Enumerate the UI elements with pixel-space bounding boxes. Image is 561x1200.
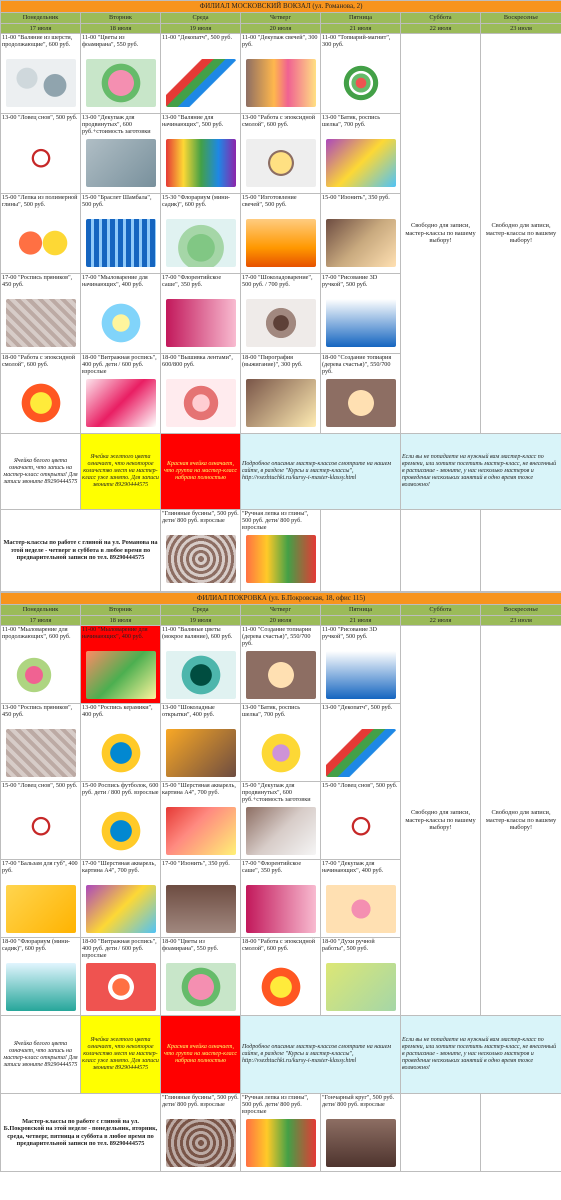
class-label: 13-00 "Ловец снов", 500 руб. [2,114,78,121]
class-photo [86,651,156,699]
class-label: 18-00 "Цветы из фоамирана", 550 руб. [162,938,219,953]
clay-class-cell[interactable] [241,510,321,592]
class-cell[interactable] [321,860,401,938]
class-photo [326,1119,396,1167]
class-photo [166,219,236,267]
class-cell[interactable] [1,782,81,860]
day-header: Вторник [81,605,161,616]
class-label: 15-00 "Декупаж для продвинутых", 600 руб.+стоимость заготовки [242,782,311,804]
legend-white: Ячейка белого цвета означает, что запись на мастер-класс открыта! Для записи звоните 89290444575 [1,1016,81,1094]
class-label: 18-00 "Витражная роспись", 400 руб. дети / 600 руб. взрослые [82,354,157,376]
clay-class-cell[interactable] [321,1094,401,1172]
class-photo [86,885,156,933]
class-cell[interactable] [241,626,321,704]
class-photo [326,299,396,347]
day-header: Среда [161,13,241,24]
class-label: 15-00 Роспись футболок, 600 руб. дети / 800 руб. взрослые [82,782,159,797]
free-slot-cell[interactable]: Свободно для записи, мастер-классы по вашему выбору! [481,626,561,1016]
class-label: 17-00 "Мыловарение для начинающих", 400 руб. [82,274,148,289]
class-photo [166,299,236,347]
class-label: 18-00 "Работа с эпоксидной смолой", 600 руб. [242,938,316,953]
day-header: Среда [161,605,241,616]
class-photo [6,885,76,933]
class-label: 17-00 "Бальзам для губ", 400 руб. [2,860,78,875]
class-photo [166,885,236,933]
class-photo [6,729,76,777]
class-cell[interactable] [241,354,321,434]
class-cell[interactable] [321,782,401,860]
class-label: 17-00 "Рисование 3D ручкой", 500 руб. [322,274,378,289]
class-photo [86,59,156,107]
class-photo [86,139,156,187]
class-label: 13-00 "Батик, роспись шелка", 700 руб. [322,114,381,129]
date-header: 22 июля [401,616,481,626]
class-label: 18-00 "Флорариум (мини-садик)", 600 руб. [2,938,70,953]
class-label: "Глиняные бусины", 500 руб. дети/ 800 руб. взрослые [162,510,239,525]
class-photo [6,59,76,107]
date-header: 21 июля [321,616,401,626]
class-photo [6,651,76,699]
class-photo [326,651,396,699]
class-cell[interactable] [81,938,161,1016]
clay-classes-note: Мастер-классы по работе с глиной на ул. Романова на этой неделе - четверг и суббота в любое время по предварительной записи по тел. 89290444575 [1,510,161,592]
day-header: Вторник [81,13,161,24]
legend-red: Красная ячейка означает, что группа на мастер-класс набрана полностью [161,434,241,510]
day-header: Пятница [321,605,401,616]
class-photo [166,535,236,583]
class-label: 11-00 "Цветы из фоамирана", 550 руб. [82,34,139,49]
class-label: "Гончарный круг", 500 руб. дети/ 800 руб. взрослые [322,1094,395,1109]
class-cell[interactable] [241,34,321,114]
class-photo [246,139,316,187]
class-cell[interactable] [241,194,321,274]
class-label: 13-00 "Работа с эпоксидной смолой", 600 руб. [242,114,316,129]
legend-description: Подробное описание мастер-классов смотрите на нашем сайте, в разделе "Курсы и мастер-классы", http://vsezhtuchki.ru/kursy-i-master-klassy.html [241,1016,401,1094]
day-header: Воскресенье [481,13,561,24]
class-label: 18-00 "Духи ручной работы", 500 руб. [322,938,375,953]
class-photo [326,219,396,267]
class-label: 15-00 "Ловец снов", 500 руб. [2,782,78,789]
class-photo [246,807,316,855]
legend-yellow: Ячейка желтого цвета означает, что некоторое количество мест на мастер-класс уже занято. Для записи звоните 89290444575 [81,434,161,510]
class-label: 17-00 "Шоколадоварение", 500 руб. / 700 руб. [242,274,313,289]
class-label: 15-00 "Изонить", 350 руб. [322,194,390,201]
class-label: 11-00 "Создание топиария (дерева счастья)", 550/700 руб. [242,626,311,648]
date-header: 17 июля [1,24,81,34]
class-photo [326,807,396,855]
class-photo [246,963,316,1011]
clay-class-cell[interactable] [161,1094,241,1172]
legend-red: Красная ячейка означает, что группа на мастер-класс набрана полностью [161,1016,241,1094]
class-cell[interactable] [321,114,401,194]
class-photo [166,1119,236,1167]
class-label: 18-00 "Работа с эпоксидной смолой", 600 руб. [2,354,76,369]
free-slot-cell[interactable]: Свободно для записи, мастер-классы по вашему выбору! [481,34,561,434]
class-label: 18-00 "Создание топиария (дерева счастья)", 550/700 руб. [322,354,392,376]
date-header: 21 июля [321,24,401,34]
class-label: 15-30 "Флорариум (мини-садик)", 600 руб. [162,194,230,209]
free-slot-cell[interactable]: Свободно для записи, мастер-классы по вашему выбору! [401,626,481,1016]
class-cell[interactable] [81,114,161,194]
class-cell[interactable] [81,274,161,354]
class-label: 17-00 "Изонить", 350 руб. [162,860,230,867]
date-header: 20 июля [241,616,321,626]
empty-cell [481,510,561,592]
class-label: 15-00 "Изготовление свечей", 500 руб. [242,194,297,209]
class-label: 15-00 "Ловец снов", 500 руб. [322,782,398,789]
class-cell[interactable] [1,354,81,434]
legend-white: Ячейка белого цвета означает, что запись на мастер-класс открыта! Для записи звоните 89290444575 [1,434,81,510]
branch-title: ФИЛИАЛ МОСКОВСКИЙ ВОКЗАЛ (ул. Романова, 2) [1,1,561,13]
date-header: 18 июля [81,616,161,626]
class-photo [86,379,156,427]
class-cell[interactable] [161,860,241,938]
class-label: 15-00 "Шерстяная акварель, картина А4", 700 руб. [162,782,236,797]
class-label: 11-00 "Декупаж свечей", 300 руб. [242,34,318,49]
class-cell[interactable] [161,354,241,434]
class-photo [326,963,396,1011]
class-cell[interactable] [321,938,401,1016]
class-photo [166,963,236,1011]
class-photo [326,379,396,427]
empty-cell [401,510,481,592]
clay-class-cell[interactable] [161,510,241,592]
class-cell[interactable] [1,274,81,354]
class-label: 11-00 "Валяные цветы (мокрое валяние), 600 руб. [162,626,233,641]
class-cell[interactable] [81,704,161,782]
class-cell[interactable] [161,34,241,114]
day-header: Понедельник [1,13,81,24]
class-cell[interactable] [1,626,81,704]
class-cell[interactable] [241,860,321,938]
class-label: 18-00 "Витражная роспись", 400 руб. дети / 600 руб. взрослые [82,938,157,960]
class-cell[interactable] [241,274,321,354]
class-cell[interactable] [81,194,161,274]
class-label: 13-00 "Роспись керамики", 400 руб. [82,704,153,719]
class-photo [326,885,396,933]
class-cell[interactable] [1,860,81,938]
class-cell[interactable] [1,194,81,274]
class-photo [166,379,236,427]
day-header: Суббота [401,13,481,24]
legend-yellow: Ячейка желтого цвета означает, что некоторое количество мест на мастер-класс уже занято. Для записи звоните 89290444575 [81,1016,161,1094]
class-cell[interactable] [1,938,81,1016]
class-photo [246,1119,316,1167]
class-cell[interactable] [321,354,401,434]
class-cell[interactable] [81,782,161,860]
class-photo [246,535,316,583]
free-slot-cell[interactable]: Свободно для записи, мастер-классы по вашему выбору! [401,34,481,434]
date-header: 23 июля [481,24,561,34]
day-header: Пятница [321,13,401,24]
day-header: Суббота [401,605,481,616]
class-photo [6,299,76,347]
schedule-table-moskovsky [0,0,561,592]
date-header: 19 июля [161,616,241,626]
class-photo [166,651,236,699]
legend-description: Подробное описание мастер-классов смотрите на нашем сайте, в разделе "Курсы и мастер-классы", http://vsezhtuchki.ru/kursy-i-master-klassy.html [241,434,401,510]
class-label: 11-00 "Декопатч", 500 руб. [162,34,232,41]
class-label: 15-00 "Браслет Шамбала", 500 руб. [82,194,152,209]
legend-note: Если вы не попадаете на нужный вам мастер-класс по времени, или хотите посетить мастер-класс, не внесенный в расписание - звоните, у нас несколько мастеров и проведение нескольких занятий в одно время тоже возможно! [401,434,561,510]
schedule-table-pokrovka [0,592,561,1172]
class-cell[interactable] [241,782,321,860]
class-label: 18-00 "Пирография (выжигание)", 300 руб. [242,354,303,369]
empty-cell [481,1094,561,1172]
class-photo [166,729,236,777]
class-photo [166,59,236,107]
class-cell[interactable] [81,354,161,434]
class-cell[interactable] [161,938,241,1016]
class-label: "Глиняные бусины", 500 руб. дети/ 800 руб. взрослые [162,1094,239,1109]
class-label: 11-00 "Мыловарение для продолжающих", 600 руб. [2,626,71,641]
class-photo [246,219,316,267]
class-photo [6,379,76,427]
class-label: 18-00 "Вышивка лентами", 600/800 руб. [162,354,233,369]
class-cell[interactable] [241,704,321,782]
class-cell[interactable] [321,626,401,704]
day-header: Воскресенье [481,605,561,616]
date-header: 17 июля [1,616,81,626]
clay-class-cell[interactable] [241,1094,321,1172]
legend-note: Если вы не попадаете на нужный вам мастер-класс по времени, или хотите посетить мастер-класс, не внесенный в расписание - звоните, у нас несколько мастеров и проведение нескольких занятий в одно время тоже возможно! [401,1016,561,1094]
class-cell[interactable] [1,114,81,194]
class-cell[interactable] [321,704,401,782]
day-header: Четверг [241,605,321,616]
class-photo [326,139,396,187]
class-cell[interactable] [161,274,241,354]
empty-cell [401,1094,481,1172]
class-label: 11-00 "Рисование 3D ручкой", 500 руб. [322,626,377,641]
class-cell[interactable] [321,34,401,114]
class-photo [166,807,236,855]
class-label: 17-00 "Шерстяная акварель, картина А4", 700 руб. [82,860,156,875]
class-photo [6,963,76,1011]
class-photo [6,807,76,855]
day-header: Понедельник [1,605,81,616]
clay-classes-note: Мастер-классы по работе с глиной на ул. Б.Покровской на этой неделе - понедельник, вторник, среда, четверг, пятница и суббота в любое время по предварительной записи по тел. 89290444575 [1,1094,161,1172]
class-label: 17-00 "Роспись пряников", 450 руб. [2,274,73,289]
class-label: 17-00 "Флорентийское саше", 350 руб. [162,274,222,289]
class-label: 17-00 "Флорентийское саше", 350 руб. [242,860,302,875]
class-photo [86,299,156,347]
date-header: 20 июля [241,24,321,34]
class-cell[interactable] [161,704,241,782]
class-cell-full[interactable] [81,626,161,704]
class-cell[interactable] [1,34,81,114]
class-photo [6,219,76,267]
class-cell[interactable] [81,860,161,938]
class-photo [86,807,156,855]
class-label: "Ручная лепка из глины", 500 руб. дети/ 800 руб. взрослые [242,1094,309,1116]
class-photo [86,219,156,267]
branch-title: ФИЛИАЛ ПОКРОВКА (ул. Б.Покровская, 18, офис 115) [1,593,561,605]
date-header: 18 июля [81,24,161,34]
class-photo [166,139,236,187]
class-label: 11-00 "Мыловарение для начинающих", 400 руб. [82,626,148,641]
class-photo [246,299,316,347]
class-cell[interactable] [241,114,321,194]
class-photo [6,139,76,187]
class-cell[interactable] [1,704,81,782]
date-header: 23 июля [481,616,561,626]
class-cell[interactable] [241,938,321,1016]
class-label: 11-00 "Валяние из шерсти, продолжающие", 600 руб. [2,34,73,49]
empty-cell [321,510,401,592]
class-label: "Ручная лепка из глины", 500 руб. дети/ 800 руб. взрослые [242,510,309,532]
class-photo [86,963,156,1011]
class-label: 13-00 "Роспись пряников", 450 руб. [2,704,73,719]
class-label: 15-00 "Лепка из полимерной глины", 500 руб. [2,194,78,209]
class-label: 13-00 "Декупаж для продвинутых", 600 руб.+стоимость заготовки [82,114,151,136]
class-photo [86,729,156,777]
class-cell[interactable] [161,194,241,274]
day-header: Четверг [241,13,321,24]
class-label: 11-00 "Топиарий-магнит", 300 руб. [322,34,391,49]
class-label: 13-00 "Валяние для начинающих", 500 руб. [162,114,224,129]
date-header: 22 июля [401,24,481,34]
class-cell[interactable] [81,34,161,114]
class-label: 17-00 "Декупаж для начинающих", 400 руб. [322,860,384,875]
class-photo [246,59,316,107]
date-header: 19 июля [161,24,241,34]
class-label: 13-00 "Декопатч", 500 руб. [322,704,393,711]
class-cell[interactable] [321,194,401,274]
class-label: 13-00 "Батик, роспись шелка", 700 руб. [242,704,301,719]
class-cell[interactable] [161,782,241,860]
class-photo [326,59,396,107]
class-photo [246,651,316,699]
class-photo [246,729,316,777]
class-cell[interactable] [161,114,241,194]
class-photo [326,729,396,777]
class-cell[interactable] [161,626,241,704]
class-label: 13-00 "Шоколадные открытки", 400 руб. [162,704,215,719]
class-photo [246,379,316,427]
class-cell[interactable] [321,274,401,354]
class-photo [246,885,316,933]
